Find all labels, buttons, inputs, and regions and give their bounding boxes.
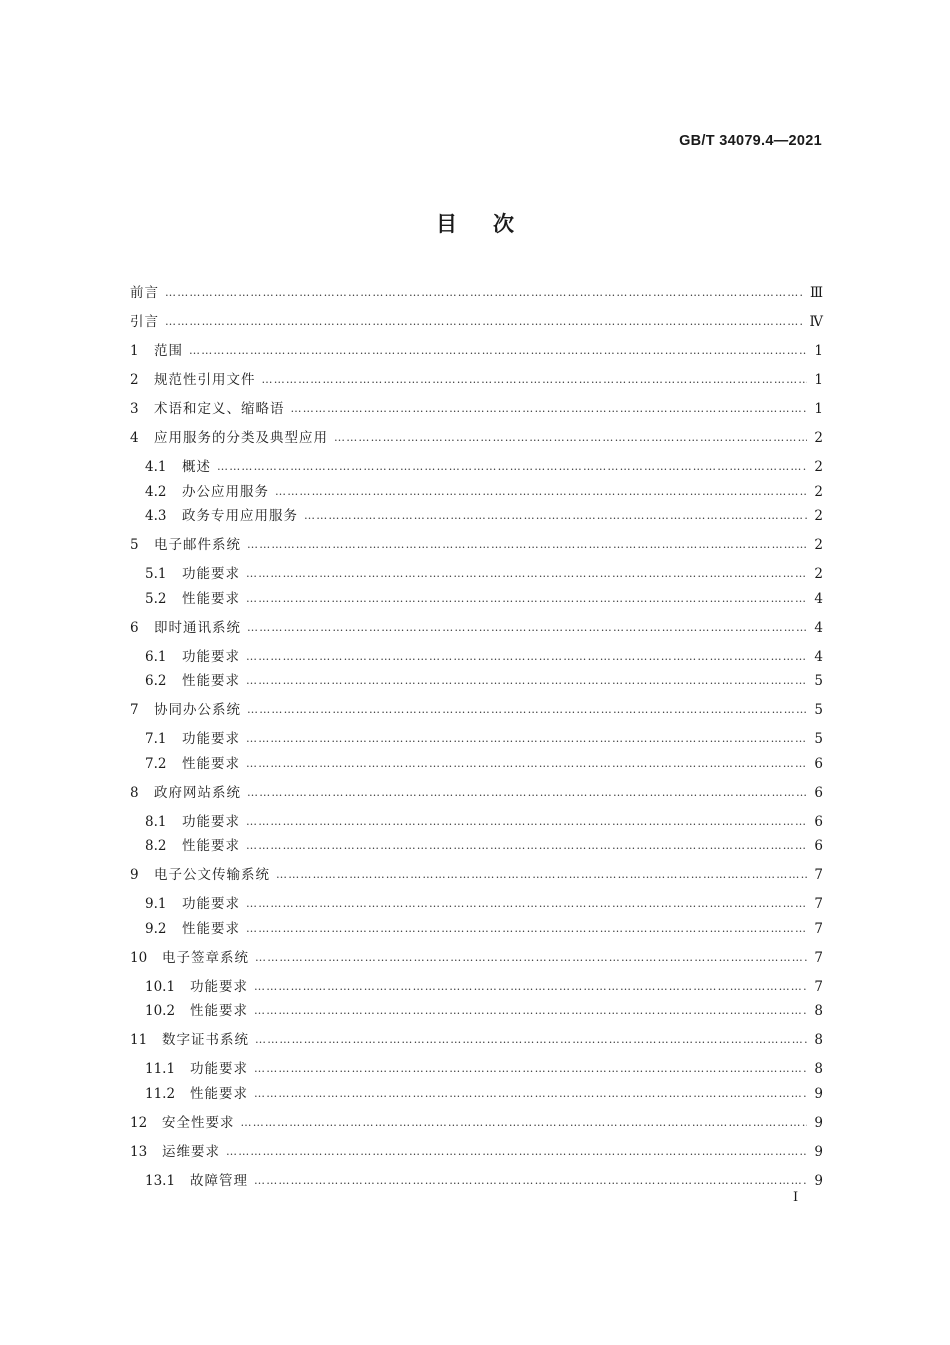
toc-entry-page: 7 bbox=[814, 896, 823, 912]
toc-entry-number: 4.3 bbox=[145, 508, 167, 524]
toc-entry-page: 8 bbox=[814, 1032, 823, 1048]
toc-entry-page: 2 bbox=[814, 430, 823, 446]
toc-entry-label: 术语和定义、缩略语 bbox=[154, 401, 285, 417]
toc-entry-page: 4 bbox=[814, 648, 823, 665]
toc-entry-page: 9 bbox=[814, 1114, 823, 1131]
toc-entry[interactable] bbox=[130, 1170, 823, 1192]
toc-entry-label: 性能要求 bbox=[190, 1003, 248, 1019]
toc-leader-dots bbox=[291, 398, 808, 420]
toc-leader-dots bbox=[334, 427, 807, 449]
toc-entry-page: Ⅲ bbox=[809, 285, 823, 301]
toc-entry-page: 7 bbox=[814, 920, 823, 937]
toc-entry-label: 性能要求 bbox=[182, 920, 240, 937]
page-folio: Ⅰ bbox=[793, 1190, 799, 1205]
toc-entry-label: 性能要求 bbox=[182, 590, 240, 607]
toc-entry-page: 2 bbox=[814, 459, 823, 475]
toc-leader-dots bbox=[246, 563, 807, 585]
toc-entry-page: 2 bbox=[814, 483, 823, 500]
toc-entry-number: 9.1 bbox=[145, 896, 167, 912]
toc-entry[interactable] bbox=[130, 835, 823, 857]
toc-entry-label: 功能要求 bbox=[182, 813, 240, 830]
toc-entry-page: 5 bbox=[814, 731, 823, 747]
toc-entry-number: 10.2 bbox=[145, 1003, 176, 1019]
toc-leader-dots bbox=[254, 976, 807, 998]
toc-entry-number: 6.1 bbox=[145, 648, 167, 665]
toc-entry-page: 9 bbox=[814, 1172, 823, 1189]
toc-entry-number: 8 bbox=[130, 784, 139, 801]
toc-entry-label: 概述 bbox=[182, 459, 211, 475]
toc-leader-dots bbox=[275, 481, 807, 503]
toc-entry-label: 电子公文传输系统 bbox=[154, 867, 270, 883]
toc-entry[interactable] bbox=[130, 505, 823, 527]
toc-entry-page: 4 bbox=[814, 619, 823, 636]
toc-entry-page: 4 bbox=[814, 590, 823, 607]
toc-leader-dots bbox=[246, 588, 807, 610]
toc-entry-label: 范围 bbox=[154, 343, 183, 359]
toc-leader-dots bbox=[246, 893, 807, 915]
toc-entry-label: 性能要求 bbox=[182, 755, 240, 772]
toc-entry[interactable] bbox=[130, 1112, 823, 1134]
toc-entry-page: 9 bbox=[814, 1143, 823, 1160]
toc-entry-label: 功能要求 bbox=[182, 896, 240, 912]
toc-entry-number: 7.1 bbox=[145, 731, 167, 747]
toc-entry[interactable] bbox=[130, 398, 823, 420]
toc-entry-label: 性能要求 bbox=[182, 673, 240, 689]
toc-entry-label: 功能要求 bbox=[182, 566, 240, 582]
toc-leader-dots bbox=[246, 753, 807, 775]
toc-entry-number: 4.1 bbox=[145, 459, 167, 475]
toc-entry[interactable] bbox=[130, 864, 823, 886]
toc-entry[interactable] bbox=[130, 1029, 823, 1051]
toc-entry-number: 2 bbox=[130, 372, 139, 388]
toc-entry-label: 故障管理 bbox=[190, 1172, 248, 1189]
toc-entry-number: 10 bbox=[130, 949, 148, 966]
toc-entry-number: 5.1 bbox=[145, 566, 167, 582]
toc-entry-page: 2 bbox=[814, 508, 823, 524]
toc-entry-label: 电子签章系统 bbox=[162, 949, 249, 966]
toc-entry-label: 安全性要求 bbox=[162, 1114, 235, 1131]
toc-entry[interactable] bbox=[130, 534, 823, 556]
toc-entry-label: 功能要求 bbox=[190, 1061, 248, 1077]
toc-leader-dots bbox=[262, 369, 808, 391]
toc-leader-dots bbox=[246, 918, 807, 940]
toc-leader-dots bbox=[246, 811, 807, 833]
toc-entry-page: 7 bbox=[814, 867, 823, 883]
toc-entry-number: 6.2 bbox=[145, 673, 167, 689]
toc-leader-dots bbox=[255, 1029, 807, 1051]
toc-entry[interactable] bbox=[130, 481, 823, 503]
toc-entry[interactable] bbox=[130, 563, 823, 585]
toc-entry-number: 9 bbox=[130, 867, 139, 883]
toc-entry[interactable] bbox=[130, 699, 823, 721]
toc-entry[interactable] bbox=[130, 617, 823, 639]
toc-entry[interactable] bbox=[130, 340, 823, 362]
toc-entry-label: 前言 bbox=[130, 285, 159, 301]
toc-entry-label: 规范性引用文件 bbox=[154, 372, 256, 388]
toc-entry[interactable] bbox=[130, 282, 823, 304]
toc-entry-label: 运维要求 bbox=[162, 1143, 220, 1160]
toc-leader-dots bbox=[189, 340, 807, 362]
toc-entry-page: 5 bbox=[814, 673, 823, 689]
toc-entry[interactable] bbox=[130, 1058, 823, 1080]
toc-entry-number: 7 bbox=[130, 702, 139, 718]
toc-leader-dots bbox=[254, 1000, 807, 1022]
toc-entry[interactable] bbox=[130, 811, 823, 833]
toc-entry-number: 1 bbox=[130, 343, 139, 359]
toc-entry-page: 1 bbox=[814, 372, 823, 388]
toc-entry-label: 性能要求 bbox=[190, 1085, 248, 1102]
toc-entry-label: 即时通讯系统 bbox=[154, 619, 241, 636]
toc-entry[interactable] bbox=[130, 646, 823, 668]
toc-leader-dots bbox=[255, 947, 807, 969]
toc-entry-number: 11.2 bbox=[145, 1085, 176, 1102]
toc-entry-number: 7.2 bbox=[145, 755, 167, 772]
toc-entry-label: 数字证书系统 bbox=[162, 1032, 249, 1048]
toc-entry-number: 11 bbox=[130, 1032, 148, 1048]
toc-entry-number: 4 bbox=[130, 430, 139, 446]
toc-entry-page: 8 bbox=[814, 1061, 823, 1077]
toc-entry[interactable] bbox=[130, 369, 823, 391]
toc-entry-page: 5 bbox=[814, 702, 823, 718]
toc-entry-page: 1 bbox=[814, 401, 823, 417]
toc-entry-label: 功能要求 bbox=[190, 978, 248, 995]
toc-leader-dots bbox=[276, 864, 807, 886]
toc-entry[interactable] bbox=[130, 1141, 823, 1163]
toc-entry-number: 9.2 bbox=[145, 920, 167, 937]
toc-entry-label: 应用服务的分类及典型应用 bbox=[154, 430, 328, 446]
toc-entry-page: 1 bbox=[814, 343, 823, 359]
toc-leader-dots bbox=[254, 1058, 807, 1080]
toc-entry-number: 10.1 bbox=[145, 978, 176, 995]
toc-leader-dots bbox=[254, 1170, 807, 1192]
toc-entry-page: 8 bbox=[814, 1003, 823, 1019]
toc-leader-dots bbox=[247, 782, 807, 804]
toc-entry-page: 6 bbox=[814, 813, 823, 830]
toc-entry-label: 功能要求 bbox=[182, 731, 240, 747]
toc-entry-page: 6 bbox=[814, 838, 823, 854]
toc-entry[interactable] bbox=[130, 918, 823, 940]
toc-leader-dots bbox=[247, 617, 807, 639]
toc-entry-number: 13 bbox=[130, 1143, 148, 1160]
toc-entry-number: 6 bbox=[130, 619, 139, 636]
toc-entry-number: 13.1 bbox=[145, 1172, 176, 1189]
toc-entry[interactable] bbox=[130, 311, 823, 333]
toc-entry-label: 政府网站系统 bbox=[154, 784, 241, 801]
toc-entry-page: 9 bbox=[814, 1085, 823, 1102]
toc-entry[interactable] bbox=[130, 947, 823, 969]
toc-entry[interactable] bbox=[130, 976, 823, 998]
toc-entry-label: 办公应用服务 bbox=[182, 483, 269, 500]
toc-entry[interactable] bbox=[130, 1000, 823, 1022]
toc-entry-label: 政务专用应用服务 bbox=[182, 508, 298, 524]
toc-leader-dots bbox=[165, 282, 804, 304]
page-title: 目次 bbox=[436, 212, 550, 236]
toc-entry-number: 12 bbox=[130, 1114, 148, 1131]
toc-entry-label: 协同办公系统 bbox=[154, 702, 241, 718]
toc-entry-page: 6 bbox=[814, 784, 823, 801]
toc-leader-dots bbox=[217, 456, 807, 478]
toc-leader-dots bbox=[246, 728, 807, 750]
toc-leader-dots bbox=[246, 835, 807, 857]
toc-entry[interactable] bbox=[130, 588, 823, 610]
toc-entry-number: 4.2 bbox=[145, 483, 167, 500]
toc-entry-number: 3 bbox=[130, 401, 139, 417]
toc-entry[interactable] bbox=[130, 728, 823, 750]
toc-entry-page: 6 bbox=[814, 755, 823, 772]
toc-leader-dots bbox=[247, 699, 807, 721]
toc-entry-number: 5.2 bbox=[145, 590, 167, 607]
toc-entry[interactable] bbox=[130, 893, 823, 915]
toc-leader-dots bbox=[246, 646, 807, 668]
toc-entry[interactable] bbox=[130, 456, 823, 478]
toc-leader-dots bbox=[246, 670, 807, 692]
toc-entry-page: 7 bbox=[814, 978, 823, 995]
toc-entry[interactable] bbox=[130, 753, 823, 775]
toc-entry-page: 2 bbox=[814, 537, 823, 553]
toc-entry[interactable] bbox=[130, 427, 823, 449]
toc-entry[interactable] bbox=[130, 782, 823, 804]
toc-leader-dots bbox=[247, 534, 807, 556]
toc-entry-number: 5 bbox=[130, 537, 139, 553]
toc-entry-number: 8.2 bbox=[145, 838, 167, 854]
toc-leader-dots bbox=[165, 311, 804, 333]
toc-leader-dots bbox=[254, 1083, 807, 1105]
toc-leader-dots bbox=[226, 1141, 807, 1163]
toc-entry-number: 8.1 bbox=[145, 813, 167, 830]
toc-entry-label: 功能要求 bbox=[182, 648, 240, 665]
toc-leader-dots bbox=[241, 1112, 808, 1134]
toc-entry-label: 性能要求 bbox=[182, 838, 240, 854]
toc-entry-label: 电子邮件系统 bbox=[154, 537, 241, 553]
toc-entry-page: Ⅳ bbox=[809, 314, 823, 330]
toc-entry-label: 引言 bbox=[130, 314, 159, 330]
toc-entry[interactable] bbox=[130, 670, 823, 692]
standard-code: GB/T 34079.4—2021 bbox=[679, 133, 822, 149]
toc-entry[interactable] bbox=[130, 1083, 823, 1105]
toc-leader-dots bbox=[304, 505, 807, 527]
toc-entry-number: 11.1 bbox=[145, 1061, 176, 1077]
toc-entry-page: 7 bbox=[814, 949, 823, 966]
toc-entry-page: 2 bbox=[814, 566, 823, 582]
